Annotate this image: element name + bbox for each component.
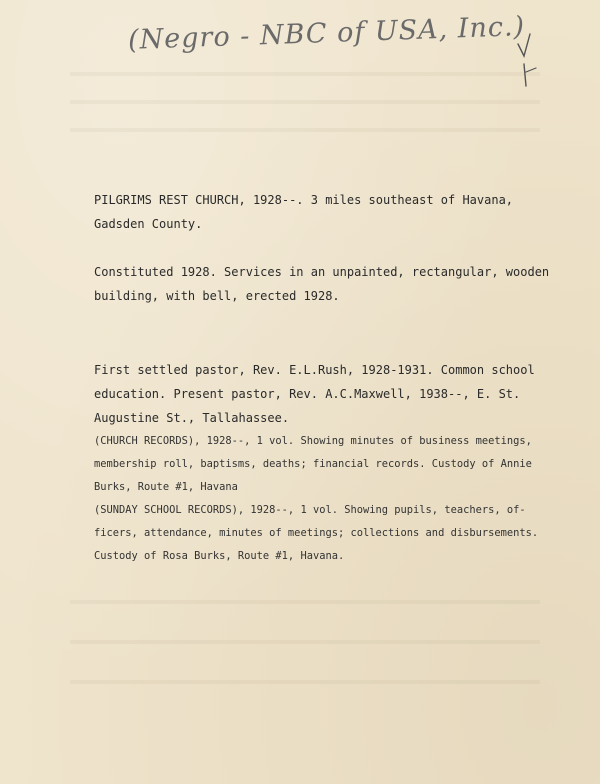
church-heading — [94, 188, 564, 236]
text-line: ficers, attendance, minutes of meetings; collections and disbursements. — [94, 527, 539, 539]
text-line: Custody of Rosa Burks, Route #1, Havana. — [94, 550, 345, 562]
text-line: Burks, Route #1, Havana — [94, 481, 238, 493]
handwritten-annotation: (Negro - NBC of USA, Inc.) — [127, 11, 526, 56]
bleed-through-mark — [70, 100, 540, 104]
bleed-through-mark — [70, 128, 540, 132]
bleed-through-mark — [70, 640, 540, 644]
text-line: Gadsden County. — [94, 217, 203, 231]
text-line: (SUNDAY SCHOOL RECORDS), 1928--, 1 vol. Showing pupils, teachers, of- — [94, 504, 526, 516]
pastor-paragraph — [94, 358, 564, 430]
records-paragraph — [94, 430, 564, 568]
constituted-paragraph — [94, 260, 564, 308]
text-line: education. Present pastor, Rev. A.C.Maxwell, 1938--, E. St. — [94, 387, 521, 401]
bleed-through-mark — [70, 600, 540, 604]
handwritten-check-icon — [514, 30, 544, 90]
text-line: (CHURCH RECORDS), 1928--, 1 vol. Showing minutes of business meetings, — [94, 435, 532, 447]
bleed-through-mark — [70, 680, 540, 684]
bleed-through-mark — [70, 72, 540, 76]
text-line: PILGRIMS REST CHURCH, 1928--. 3 miles southeast of Havana, — [94, 193, 514, 207]
text-line: Augustine St., Tallahassee. — [94, 411, 290, 425]
text-line: Constituted 1928. Services in an unpainted, rectangular, wooden — [94, 265, 550, 279]
text-line: membership roll, baptisms, deaths; financial records. Custody of Annie — [94, 458, 532, 470]
text-line: First settled pastor, Rev. E.L.Rush, 1928-1931. Common school — [94, 363, 535, 377]
text-line: building, with bell, erected 1928. — [94, 289, 340, 303]
